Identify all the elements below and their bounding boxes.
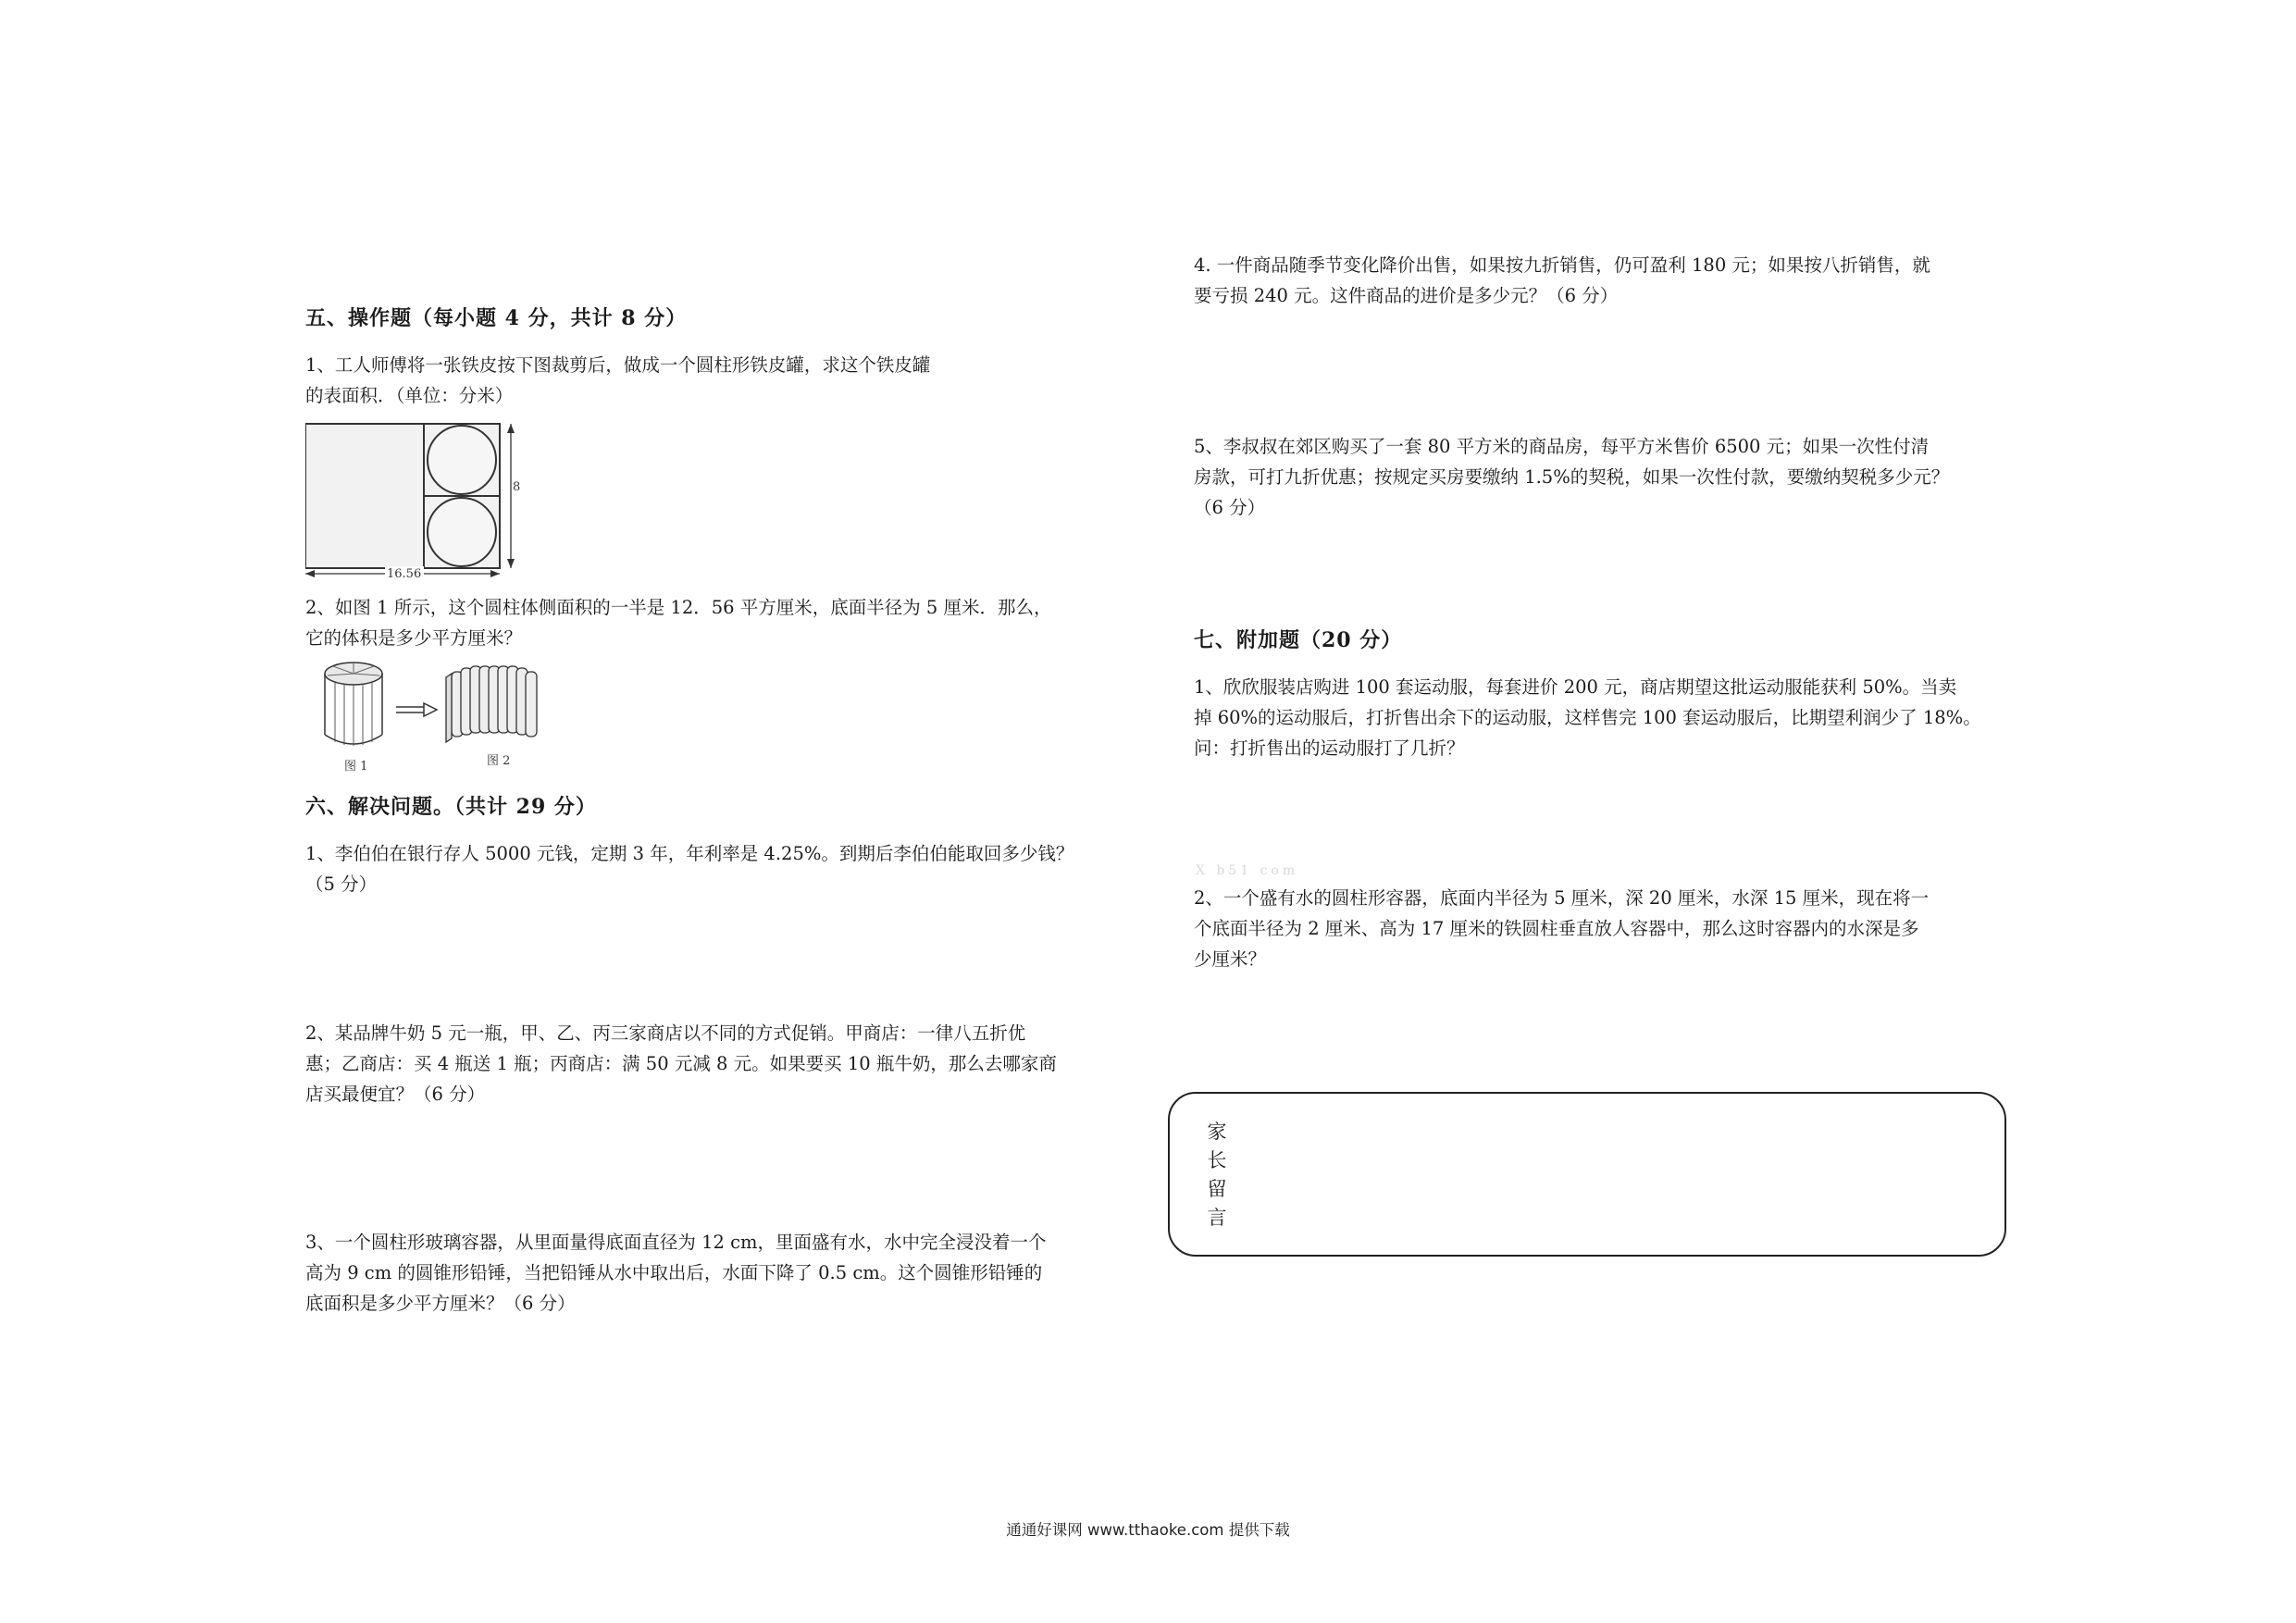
question-line: 惠；乙商店：买 4 瓶送 1 瓶；丙商店：满 50 元减 8 元。如果要买 10 瓶牛奶，那么去哪家商 [305, 1053, 1057, 1074]
question-line: 房款，可打九折优惠；按规定买房要缴纳 1.5%的契税，如果一次性付款，要缴纳契税多少元？ [1194, 466, 1950, 488]
question-5 [1194, 431, 2027, 523]
note-char: 言 [1207, 1207, 1227, 1229]
parent-note-label [1203, 1118, 1231, 1233]
question-4 [1194, 250, 2027, 311]
question-line: 少厘米？ [1194, 948, 1267, 970]
question-line: 掉 60%的运动服后，打折售出余下的运动服，这样售完 100 套运动服后，比期望利润少了 18%。 [1194, 707, 1981, 728]
question-line: 高为 9 cm 的圆锥形铅锤，当把铅锤从水中取出后，水面下降了 0.5 cm。这个圆锥形铅锤的 [305, 1262, 1043, 1283]
figure2-caption: 图 2 [487, 754, 511, 768]
question-line: 2、某品牌牛奶 5 元一瓶，甲、乙、丙三家商店以不同的方式促销。甲商店：一律八五折优 [305, 1022, 1026, 1044]
height-label: 8 [513, 480, 521, 494]
note-char: 留 [1207, 1178, 1227, 1200]
question-line: 的表面积．（单位：分米） [305, 385, 514, 406]
section7-question-1 [1194, 672, 2027, 763]
sheet-cutting-figure [305, 416, 527, 581]
arrow-icon [396, 703, 437, 716]
question-line: 1、欣欣服装店购进 100 套运动服，每套进价 200 元，商店期望这批运动服能获利 50%。当卖 [1194, 676, 1957, 698]
question-line: 5、李叔叔在郊区购买了一套 80 平方米的商品房，每平方米售价 6500 元；如果一次性付清 [1194, 436, 1930, 457]
note-char: 家 [1207, 1121, 1227, 1143]
question-line: 3、一个圆柱形玻璃容器，从里面量得底面直径为 12 cm，里面盛有水，水中完全浸没着一个 [305, 1232, 1047, 1253]
parent-note-box[interactable] [1168, 1092, 2006, 1257]
question-line: （5 分） [305, 873, 378, 895]
question-line: 它的体积是多少平方厘米？ [305, 627, 523, 649]
section6-question-2 [305, 1018, 1129, 1109]
question-line: 底面积是多少平方厘米？（6 分） [305, 1293, 576, 1314]
page-footer: 通通好课网 www.tthaoke.com 提供下载 [1006, 1521, 1290, 1539]
section6-title: 六、解决问题。（共计 29 分） [305, 795, 597, 819]
circle-bottom [428, 498, 496, 566]
circle-top [428, 426, 496, 494]
question-line: 1、李伯伯在银行存人 5000 元钱，定期 3 年，年利率是 4.25%。到期后李伯伯能取回多少钱？ [305, 843, 1074, 864]
section5-title: 五、操作题（每小题 4 分，共计 8 分） [305, 306, 688, 330]
question-line: （6 分） [1194, 497, 1266, 518]
note-char: 长 [1207, 1149, 1227, 1171]
width-label: 16.56 [387, 567, 422, 581]
section7-title: 七、附加题（20 分） [1194, 628, 1403, 652]
faint-watermark: X b51 com [1196, 863, 1299, 878]
question-line: 店买最便宜？（6 分） [305, 1084, 486, 1105]
section7-question-2 [1194, 883, 2027, 974]
question-line: 问：打折售出的运动服打了几折？ [1194, 737, 1465, 759]
question-line: 1、工人师傅将一张铁皮按下图裁剪后，做成一个圆柱形铁皮罐，求这个铁皮罐 [305, 354, 931, 376]
section6-question-3 [305, 1227, 1129, 1319]
question-line: 个底面半径为 2 厘米、高为 17 厘米的铁圆柱垂直放人容器中，那么这时容器内的水深是多 [1194, 918, 1919, 939]
section5-question-2 [305, 592, 1129, 653]
question-line: 2、如图 1 所示，这个圆柱体侧面积的一半是 12．56 平方厘米，底面半径为 5 厘米．那么， [305, 597, 1052, 618]
section5-question-1 [305, 350, 1129, 411]
section6-question-1 [305, 838, 1129, 899]
question-line: 要亏损 240 元。这件商品的进价是多少元？（6 分） [1194, 285, 1619, 306]
question-line: 2、一个盛有水的圆柱形容器，底面内半径为 5 厘米，深 20 厘米，水深 15 厘米，现在将一 [1194, 887, 1930, 909]
cylinder-icon [325, 663, 382, 746]
strips-icon [446, 666, 537, 742]
figure1-caption: 图 1 [344, 760, 368, 774]
question-line: 4. 一件商品随季节变化降价出售，如果按九折销售，仍可盈利 180 元；如果按八折销售，就 [1194, 254, 1930, 276]
cylinder-figure [324, 655, 565, 780]
